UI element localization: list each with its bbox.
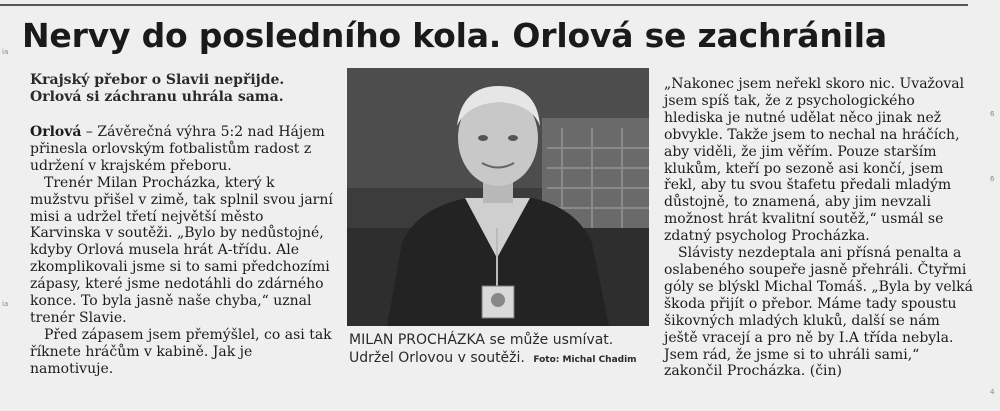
headline: Nervy do posledního kola. Orlová se zachránila: [22, 16, 887, 55]
caption-text: se může usmívat. Udržel Orlovou v soutěži.: [349, 332, 614, 366]
article-photo: [347, 68, 649, 326]
article-column-1: [30, 124, 335, 378]
paragraph-1: [30, 124, 335, 175]
margin-mark: 4: [990, 388, 995, 396]
caption-name: MILAN PROCHÁZKA: [349, 332, 486, 348]
top-rule: [0, 4, 968, 6]
paragraph-5: Slávisty nezdeptala ani přísná penalta a oslabeného soupeře jasně přehráli. Čtyřmi góly se blýskl Michal Tomáš. „Byla by velká škoda přijít o přebor. Máme tady spoustu šikovných mladých kluků, další se nám ještě vracejí a pro ně by I.A třída nebyla. Jsem rád, že jsme si to uhráli sami,“ zakončil Procházka. (čin): [664, 245, 973, 380]
lead-paragraph: Krajský přebor o Slavii nepřijde. Orlová si záchranu uhrála sama.: [30, 72, 285, 105]
paragraph-3: Před zápasem jsem přemýšlel, co asi tak říknete hráčům v kabině. Jak je namotivuje.: [30, 326, 332, 377]
dateline-place: Orlová: [30, 124, 82, 140]
paragraph-2: Trenér Milan Procházka, který k mužstvu přišel v zimě, tak splnil svou jarní misi a udržel třetí největší město Karvinska v soutěži. „Bylo by nedůstojné, kdyby Orlová musela hrát A-třídu. Ale zkomplikovali jsme si to sami předchozími zápasy, které jsme nedotáhli do zdárného konce. To byla jasně naše chyba,“ uznal trenér Slavie.: [30, 174, 333, 326]
margin-mark: ia: [2, 300, 9, 308]
margin-mark: 6: [990, 175, 995, 183]
photo-credit: Foto: Michal Chadim: [533, 354, 637, 365]
paragraph-1-text: – Závěrečná výhra 5:2 nad Hájem přinesla orlovským fotbalistům radost z udržení v krajském přeboru.: [30, 124, 325, 174]
article-column-3: [664, 76, 974, 380]
photo-caption: [349, 332, 654, 369]
paragraph-4: „Nakonec jsem neřekl skoro nic. Uvažoval jsem spíš tak, že z psychologického hlediska je nutné udělat něco jinak než obvykle. Takže jsem to nechal na hráčích, aby viděli, že jim věřím. Pouze starším klukům, kteří po sezoně asi končí, jsem řekl, aby tu svou štafetu předali mladým důstojně, to znamená, aby jim nevzali možnost hrát kvalitní soutěž,“ usmál se zdatný psycholog Procházka.: [664, 76, 965, 245]
margin-mark: ia: [2, 48, 9, 56]
margin-mark: 6: [990, 110, 995, 118]
